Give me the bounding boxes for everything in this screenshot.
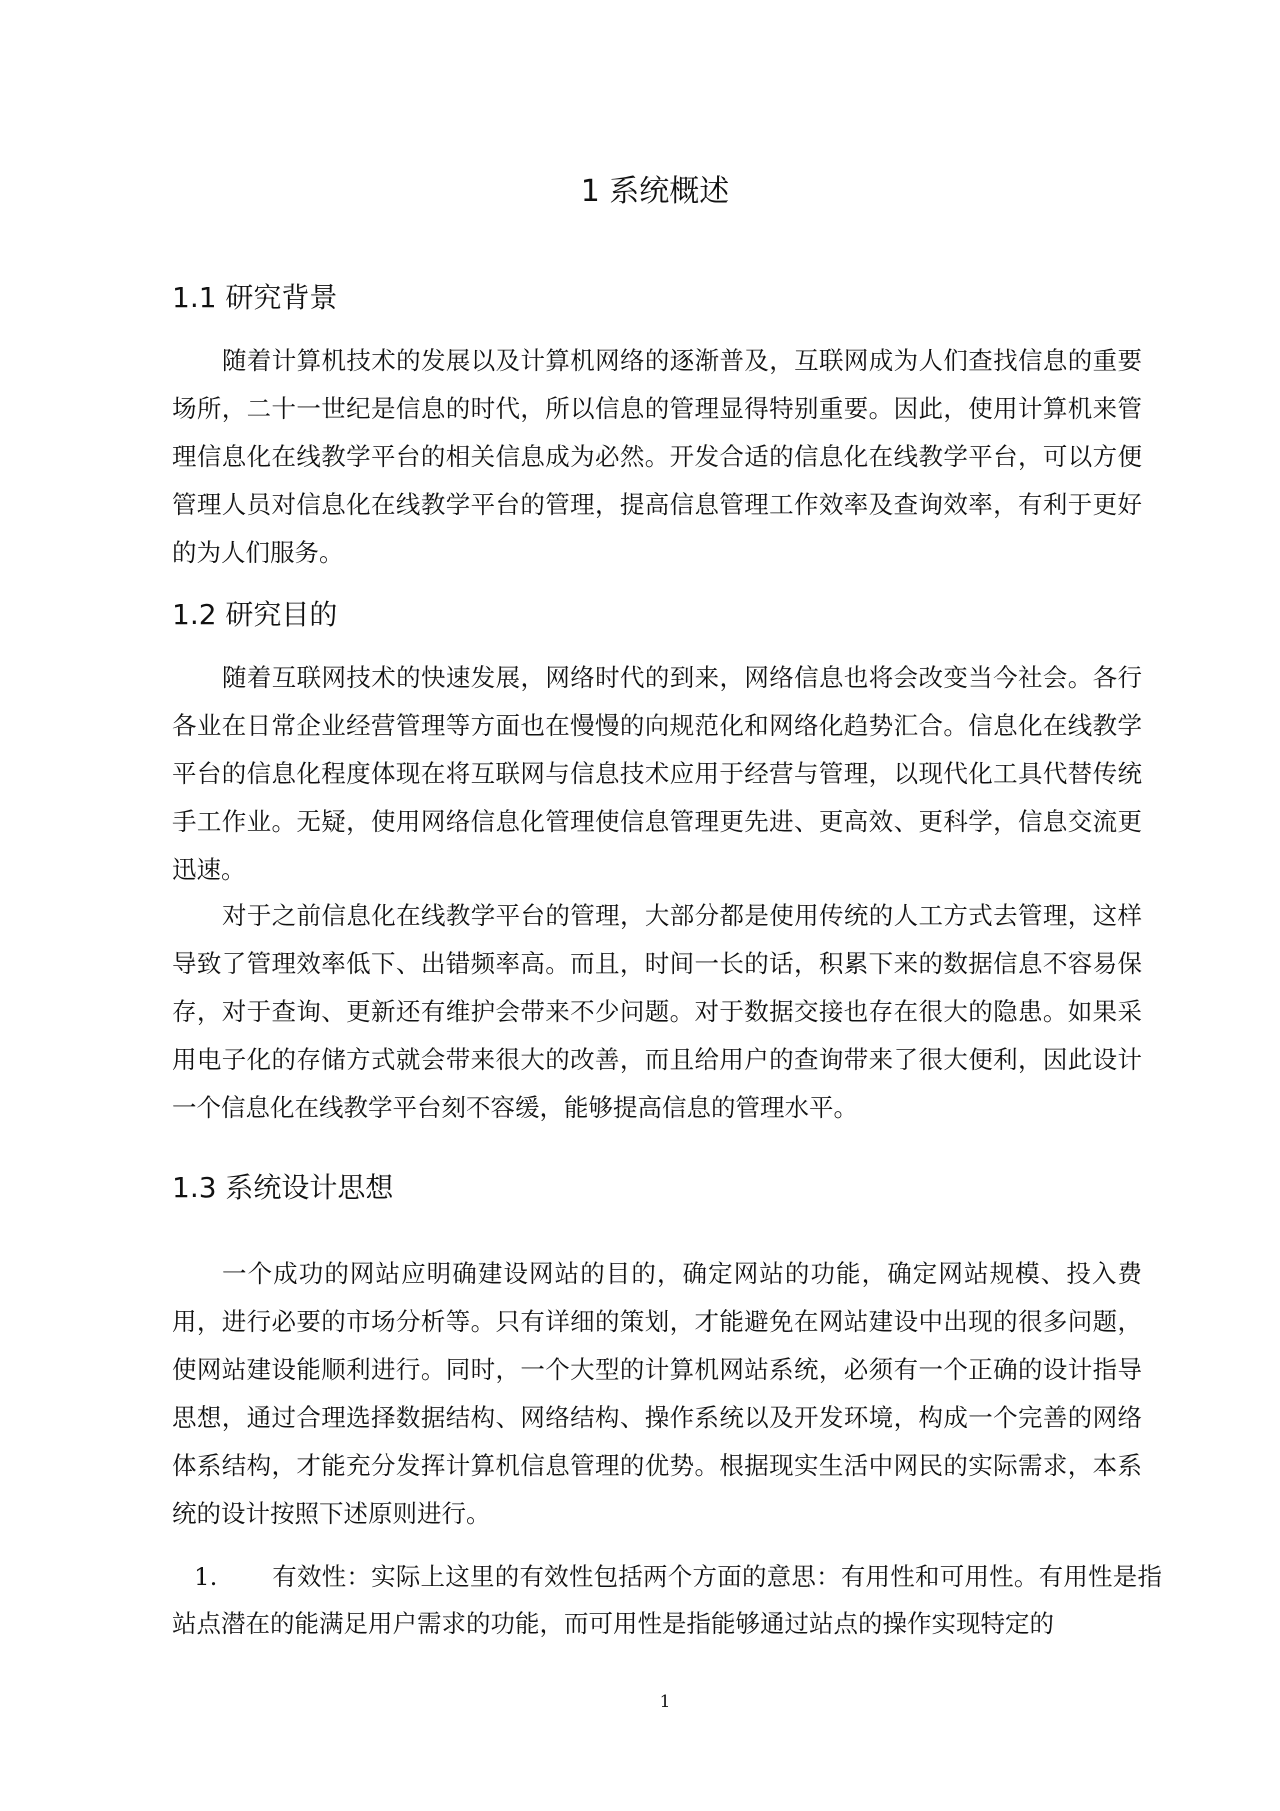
section-1-1-paragraph: 随着计算机技术的发展以及计算机网络的逐渐普及，互联网成为人们查找信息的重要场所，二十一世纪是信息的时代，所以信息的管理显得特别重要。因此，使用计算机来管理信息化在线教学平台的相关信息成为必然。开发合适的信息化在线教学平台，可以方便管理人员对信息化在线教学平台的管理，提高信息管理工作效率及查询效率，有利于更好的为人们服务。 (172, 346, 1142, 567)
principle-list-item-1 (172, 1553, 1162, 1647)
section-1-3-paragraph: 一个成功的网站应明确建设网站的目的，确定网站的功能，确定网站规模、投入费用，进行必要的市场分析等。只有详细的策划，才能避免在网站建设中出现的很多问题，使网站建设能顺利进行。同时，一个大型的计算机网站系统，必须有一个正确的设计指导思想，通过合理选择数据结构、网络结构、操作系统以及开发环境，构成一个完善的网络体系结构，才能充分发挥计算机信息管理的优势。根据现实生活中网民的实际需求，本系统的设计按照下述原则进行。 (172, 1259, 1142, 1528)
section-heading-1-1: 1.1 研究背景 (172, 281, 338, 314)
list-item-number: 1. (194, 1562, 218, 1591)
section-heading-1-3: 1.3 系统设计思想 (172, 1171, 394, 1204)
page-number: 1 (659, 1692, 671, 1712)
section-1-2-paragraph-2: 对于之前信息化在线教学平台的管理，大部分都是使用传统的人工方式去管理，这样导致了管理效率低下、出错频率高。而且，时间一长的话，积累下来的数据信息不容易保存，对于查询、更新还有维护会带来不少问题。对于数据交接也存在很大的隐患。如果采用电子化的存储方式就会带来很大的改善，而且给用户的查询带来了很大便利，因此设计一个信息化在线教学平台刻不容缓，能够提高信息的管理水平。 (172, 901, 1142, 1122)
list-item-text: 有效性：实际上这里的有效性包括两个方面的意思：有用性和可用性。有用性是指站点潜在的能满足用户需求的功能，而可用性是指能够通过站点的操作实现特定的 (172, 1562, 1162, 1638)
chapter-title: 1 系统概述 (580, 174, 730, 209)
section-1-2-paragraph-1: 随着互联网技术的快速发展，网络时代的到来，网络信息也将会改变当今社会。各行各业在日常企业经营管理等方面也在慢慢的向规范化和网络化趋势汇合。信息化在线教学平台的信息化程度体现在将互联网与信息技术应用于经营与管理，以现代化工具代替传统手工作业。无疑，使用网络信息化管理使信息管理更先进、更高效、更科学，信息交流更迅速。 (172, 663, 1142, 884)
section-heading-1-2: 1.2 研究目的 (172, 598, 338, 631)
